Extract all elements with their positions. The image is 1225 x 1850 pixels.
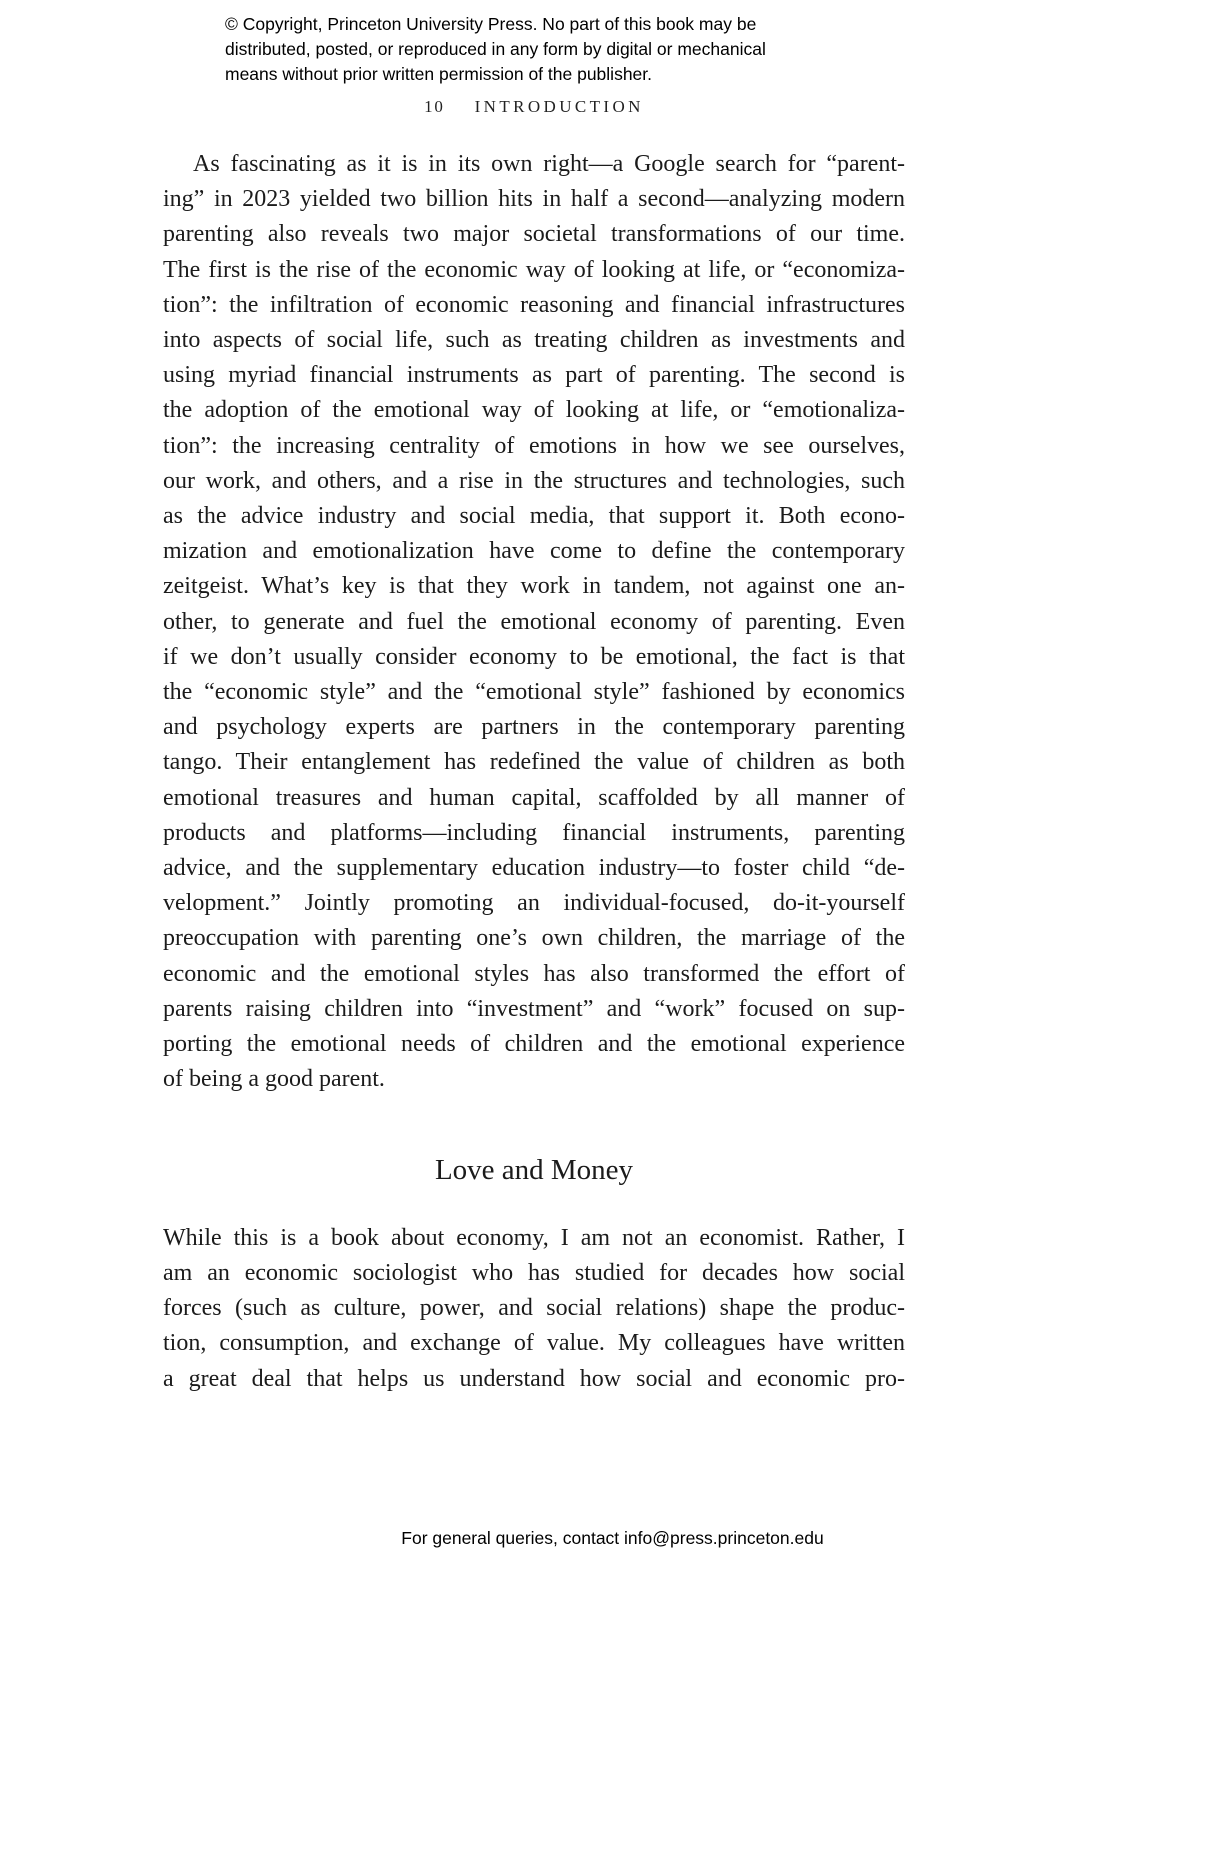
text-line: ing” in 2023 yielded two billion hits in half a second—analyzing modern: [163, 186, 905, 213]
text-line: if we don’t usually consider economy to be emotional, the fact is that: [163, 643, 905, 670]
paragraph-love-and-money: [163, 1221, 905, 1397]
text-line: zeitgeist. What’s key is that they work in tandem, not against one an-: [163, 573, 905, 600]
text-line: advice, and the supplementary education industry—to foster child “de-: [163, 855, 905, 882]
text-line: the “economic style” and the “emotional style” fashioned by economics: [163, 679, 905, 706]
text-line: means without prior written permission of the publisher.: [225, 64, 653, 84]
copyright-notice: [225, 12, 766, 87]
text-line: While this is a book about economy, I am not an economist. Rather, I: [163, 1224, 905, 1251]
text-line: velopment.” Jointly promoting an individual-focused, do-it-yourself: [163, 890, 905, 917]
paragraph-intro: [163, 147, 905, 1097]
text-line: the adoption of the emotional way of looking at life, or “emotionaliza-: [163, 397, 905, 424]
text-line: porting the emotional needs of children and the emotional experience: [163, 1031, 905, 1058]
text-line: tion, consumption, and exchange of value. My colleagues have written: [163, 1330, 905, 1357]
text-line: our work, and others, and a rise in the structures and technologies, such: [163, 467, 905, 494]
text-line: tion”: the infiltration of economic reasoning and financial infrastructures: [163, 291, 905, 318]
text-line: into aspects of social life, such as treating children as investments and: [163, 327, 905, 354]
running-header-title: INTRODUCTION: [474, 97, 644, 116]
text-line: and psychology experts are partners in the contemporary parenting: [163, 714, 905, 741]
text-line: As fascinating as it is in its own right—a Google search for “parent-: [193, 151, 905, 177]
text-line: © Copyright, Princeton University Press. No part of this book may be: [225, 14, 757, 34]
text-line: tango. Their entanglement has redefined the value of children as both: [163, 749, 905, 776]
text-line: other, to generate and fuel the emotional economy of parenting. Even: [163, 608, 905, 635]
text-line: preoccupation with parenting one’s own children, the marriage of the: [163, 925, 905, 952]
text-line: distributed, posted, or reproduced in any form by digital or mechanical: [225, 39, 766, 59]
footer-note: For general queries, contact info@press.princeton.edu: [401, 1528, 824, 1548]
page-number: 10: [424, 97, 445, 116]
text-line: parenting also reveals two major societal transformations of our time.: [163, 221, 905, 248]
text-line: using myriad financial instruments as part of parenting. The second is: [163, 362, 905, 389]
page-body: [163, 147, 905, 1397]
text-line: as the advice industry and social media, that support it. Both econo-: [163, 503, 905, 530]
text-line: of being a good parent.: [163, 1066, 385, 1093]
text-line: The first is the rise of the economic way of looking at life, or “economiza-: [163, 256, 905, 283]
running-header: [163, 97, 905, 117]
text-line: parents raising children into “investment” and “work” focused on sup-: [163, 995, 905, 1022]
text-line: mization and emotionalization have come to define the contemporary: [163, 538, 905, 565]
text-line: am an economic sociologist who has studied for decades how social: [163, 1259, 905, 1286]
text-line: forces (such as culture, power, and social relations) shape the produc-: [163, 1295, 905, 1322]
text-line: a great deal that helps us understand how social and economic pro-: [163, 1365, 905, 1392]
section-heading: Love and Money: [434, 1154, 634, 1187]
text-line: economic and the emotional styles has also transformed the effort of: [163, 960, 905, 987]
text-line: emotional treasures and human capital, scaffolded by all manner of: [163, 784, 905, 811]
text-line: products and platforms—including financial instruments, parenting: [163, 819, 905, 846]
text-line: tion”: the increasing centrality of emotions in how we see ourselves,: [163, 432, 905, 459]
